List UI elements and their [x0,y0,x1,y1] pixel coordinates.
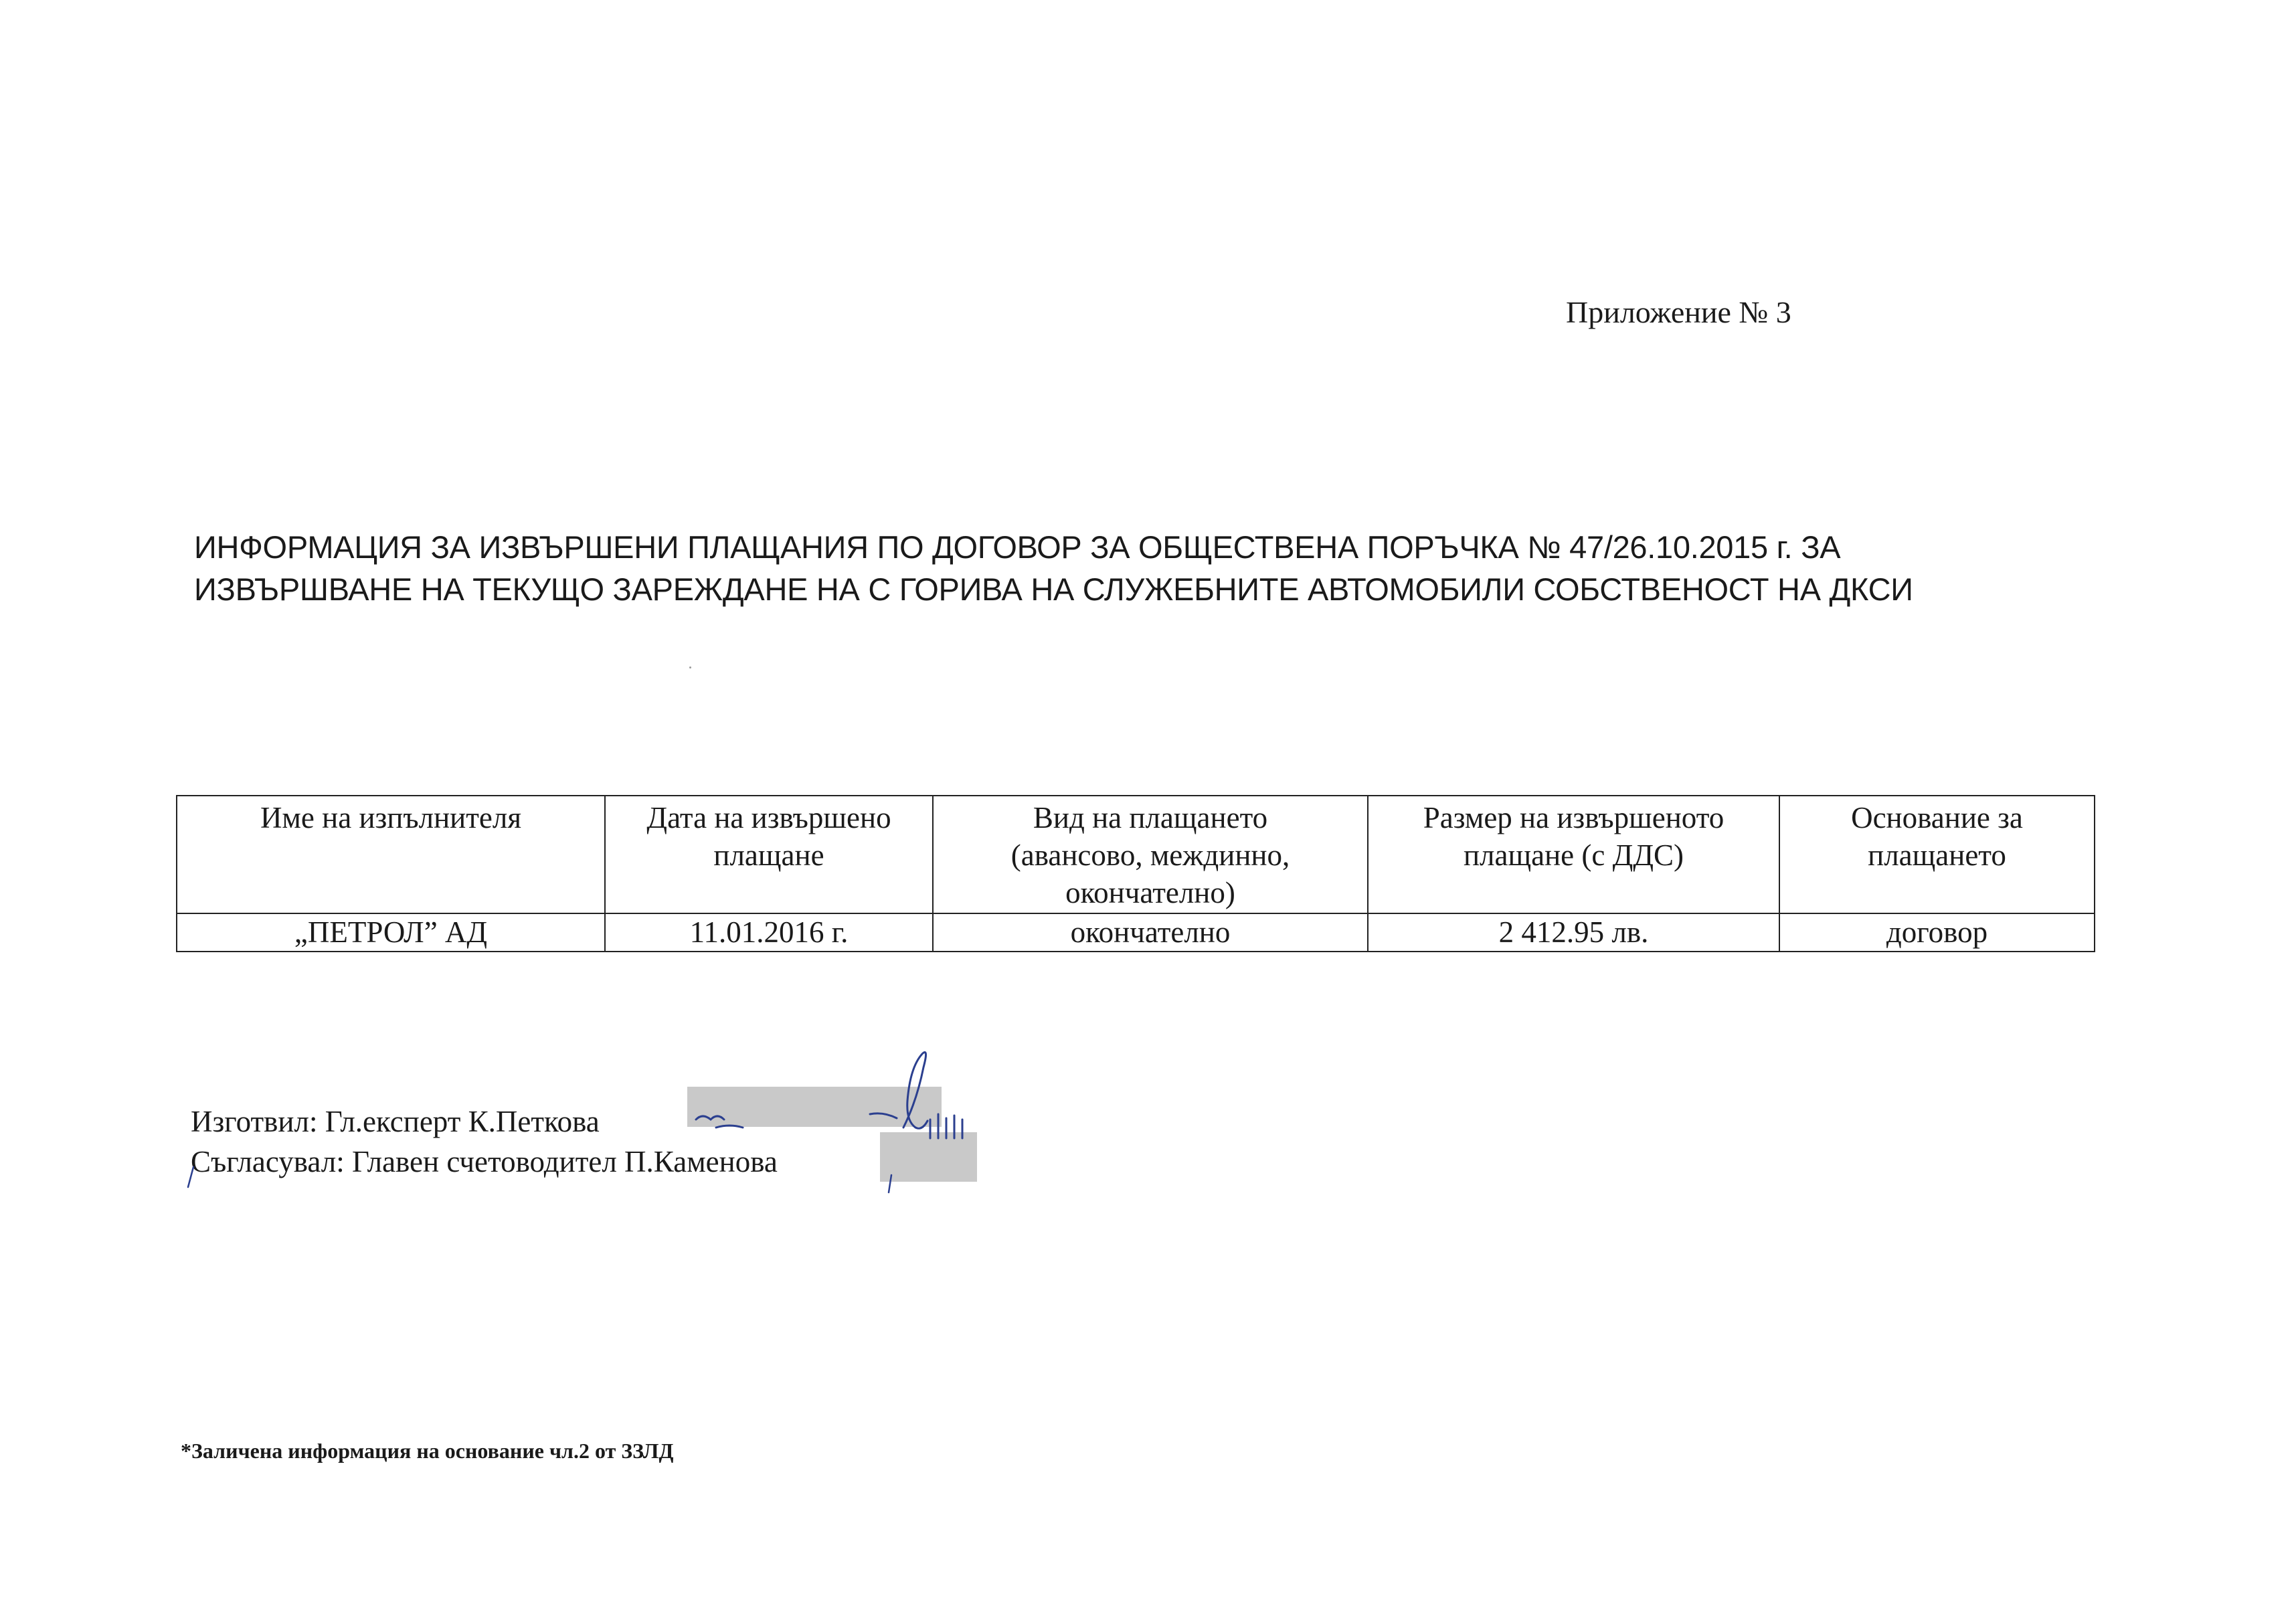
header-payment-date: Дата на извършено плащане [605,796,933,913]
handwritten-signature [669,1041,1017,1148]
cell-date: 11.01.2016 г. [605,913,933,952]
scan-speck [689,666,691,668]
header-payment-amount: Размер на извършеното плащане (с ДДС) [1368,796,1779,913]
title-line-2: ИЗВЪРШВАНЕ НА ТЕКУЩО ЗАРЕЖДАНЕ НА С ГОРИВА НА СЛУЖЕБНИТЕ АВТОМОБИЛИ СОБСТВЕНОСТ НА ДКСИ [194,571,1913,607]
cell-basis: договор [1779,913,2095,952]
payments-table [176,795,2095,952]
prepared-by: Изготвил: Гл.експерт К.Петкова [191,1105,600,1138]
header-contractor: Име на изпълнителя [177,796,605,913]
scan-tick-mark-2 [883,1172,897,1199]
cell-amount: 2 412.95 лв. [1368,913,1779,952]
cell-payment-type: окончателно [933,913,1368,952]
table-header-row [177,796,2095,913]
cell-contractor: „ПЕТРОЛ” АД [177,913,605,952]
approved-by: Съгласувал: Главен счетоводител П.Каменова [191,1145,778,1178]
annex-label: Приложение № 3 [1566,295,1791,329]
title-line-1: ИНФОРМАЦИЯ ЗА ИЗВЪРШЕНИ ПЛАЩАНИЯ ПО ДОГОВОР ЗА ОБЩЕСТВЕНА ПОРЪЧКА № 47/26.10.2015 г. ЗА [194,529,1841,565]
header-payment-basis: Основание за плащането [1779,796,2095,913]
document-title [194,526,2135,610]
scan-tick-mark [184,1164,197,1191]
header-payment-type: Вид на плащането (авансово, междинно, окончателно) [933,796,1368,913]
table-row [177,913,2095,952]
footnote: *Заличена информация на основание чл.2 от ЗЗЛД [181,1439,674,1463]
